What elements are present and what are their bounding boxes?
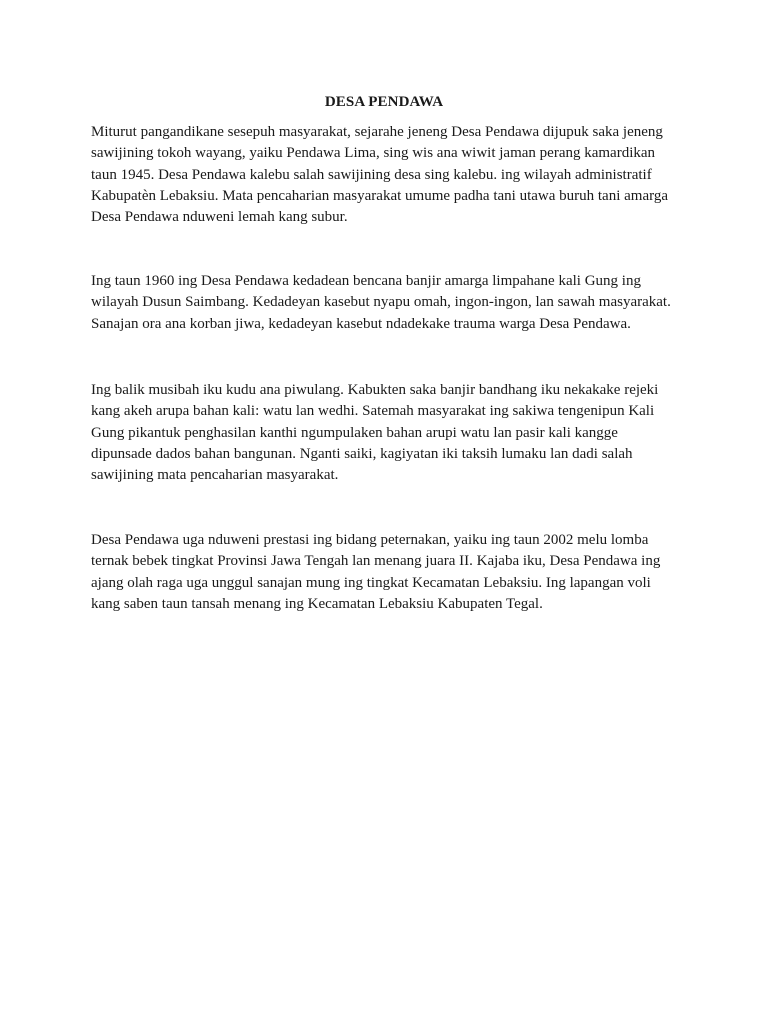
paragraph-line: sawijining mata pencaharian masyarakat. <box>91 467 339 484</box>
paragraph-line: ternak bebek tingkat Provinsi Jawa Tengah lan menang juara II. Kajaba iku, Desa Pendawa ing <box>91 553 661 570</box>
paragraph-line: Gung pikantuk penghasilan kanthi ngumpulaken bahan arupi watu lan pasir kali kangge <box>91 424 618 441</box>
paragraph-lesson <box>91 380 681 486</box>
paragraph-line: Ing taun 1960 ing Desa Pendawa kedadean bencana banjir amarga limpahane kali Gung ing <box>91 273 641 289</box>
paragraph-line: dipunsade dados bahan bangunan. Nganti saiki, kagiyatan iki taksih lumaku lan dadi salah <box>91 445 633 462</box>
paragraph-history <box>91 122 681 228</box>
paragraph-line: kang akeh arupa bahan kali: watu lan wedhi. Satemah masyarakat ing sakiwa tengenipun Kali <box>91 403 655 420</box>
paragraph-line: Desa Pendawa uga nduweni prestasi ing bidang peternakan, yaiku ing taun 2002 melu lomba <box>91 532 649 548</box>
paragraph-line: taun 1945. Desa Pendawa kalebu salah sawijining desa sing kalebu. ing wilayah administratif <box>91 166 652 183</box>
paragraph-line: Miturut pangandikane sesepuh masyarakat, sejarahe jeneng Desa Pendawa dijupuk saka jeneng <box>91 124 663 140</box>
document-title: DESA PENDAWA <box>324 94 444 110</box>
paragraph-flood <box>91 271 681 335</box>
paragraph-line: kang saben taun tansah menang ing Kecamatan Lebaksiu Kabupaten Tegal. <box>91 595 543 612</box>
paragraph-achievements <box>91 530 681 615</box>
paragraph-line: Desa Pendawa nduweni lemah kang subur. <box>91 209 348 226</box>
paragraph-line: ajang olah raga uga unggul sanajan mung ing tingkat Kecamatan Lebaksiu. Ing lapangan voli <box>91 574 651 591</box>
paragraph-line: wilayah Dusun Saimbang. Kedadeyan kasebut nyapu omah, ingon-ingon, lan sawah masyarakat. <box>91 294 671 311</box>
paragraph-line: sawijining tokoh wayang, yaiku Pendawa Lima, sing wis ana wiwit jaman perang kamardikan <box>91 145 656 162</box>
paragraph-line: Kabupatèn Lebaksiu. Mata pencaharian masyarakat umume padha tani utawa buruh tani amarga <box>91 187 668 204</box>
paragraph-line: Ing balik musibah iku kudu ana piwulang. Kabukten saka banjir bandhang iku nekakake rejeki <box>91 382 659 398</box>
paragraph-line: Sanajan ora ana korban jiwa, kedadeyan kasebut ndadekake trauma warga Desa Pendawa. <box>91 315 631 332</box>
